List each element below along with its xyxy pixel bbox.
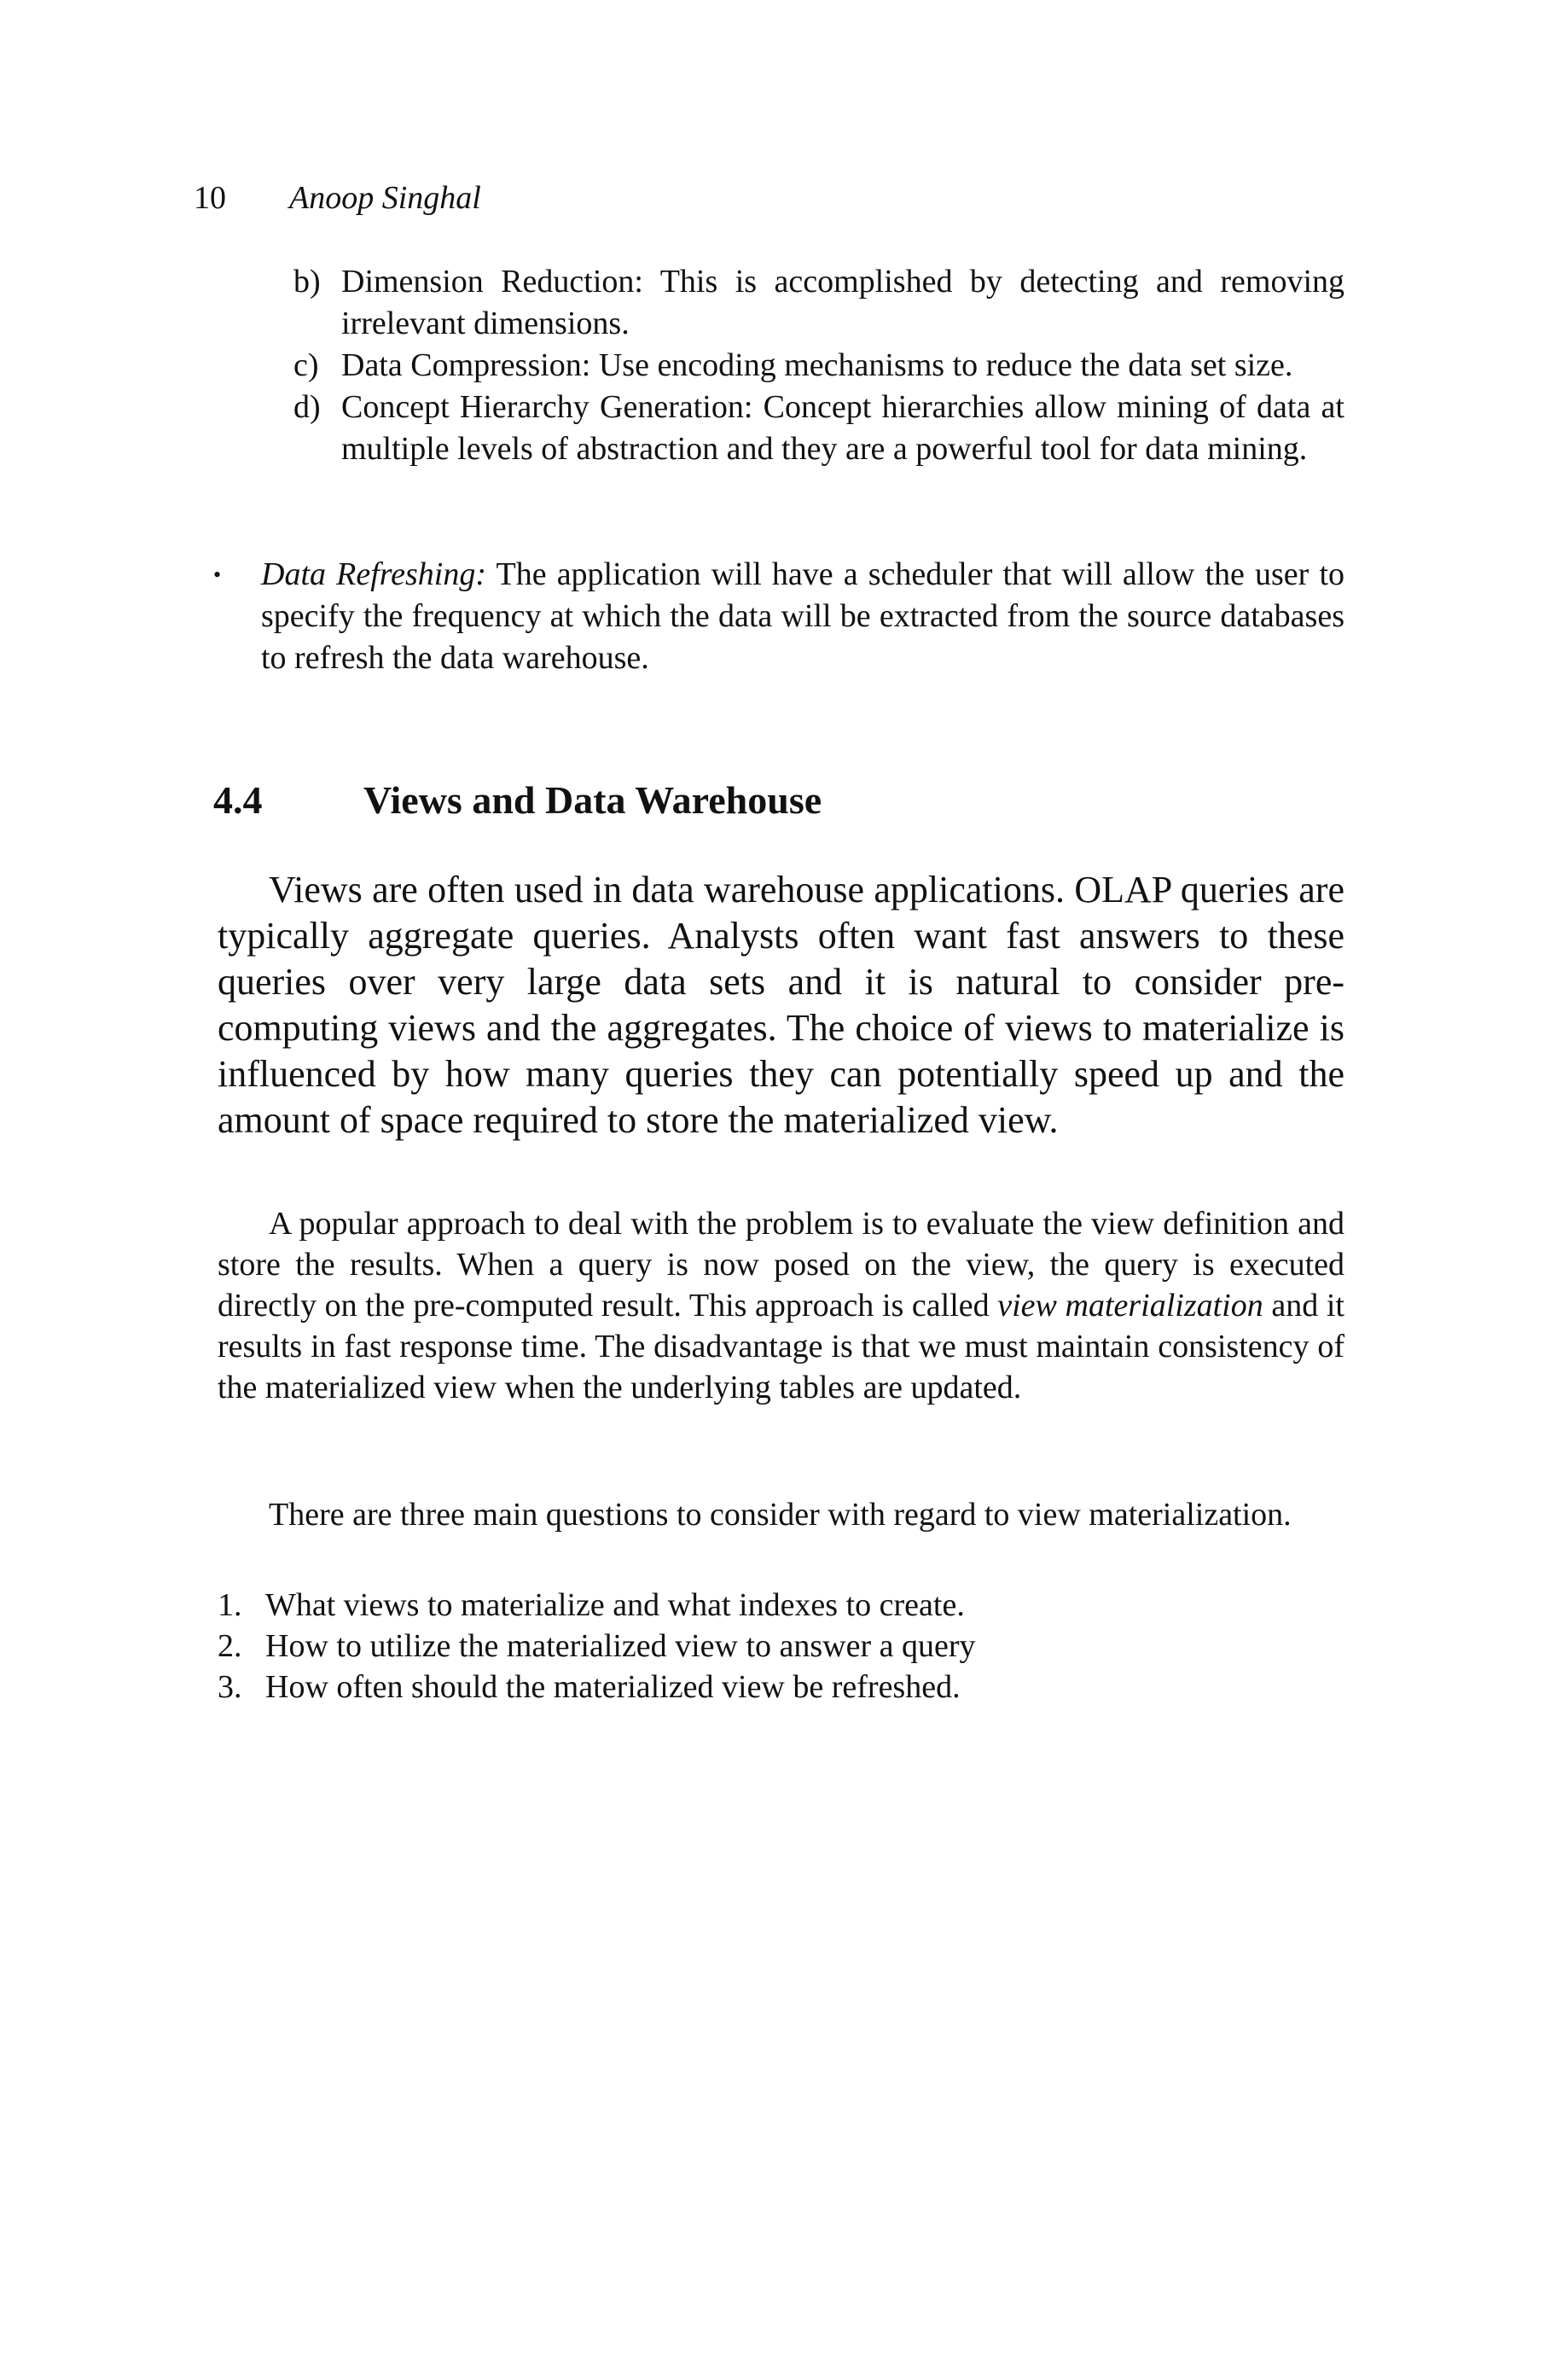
sub-item-list [293,261,1344,470]
list-item-text: Concept Hierarchy Generation: Concept hierarchies allow mining of data at multiple levels of abstraction and they are a powerful tool for data mining. [341,389,1344,467]
list-item [293,261,1344,345]
list-item-marker: b) [293,264,321,300]
section-number: 4.4 [213,778,263,822]
running-header [194,177,481,218]
running-header-author: Anoop Singhal [289,180,481,216]
page-number: 10 [194,180,226,216]
section-title: Views and Data Warehouse [363,778,822,822]
list-item-marker: c) [293,347,319,383]
paragraph-view-materialization [218,1203,1344,1408]
bullet-body: The application will have a scheduler that will allow the user to specify the frequency at which the data will be extracted from the source databases to refresh the data warehouse. [261,556,1345,676]
list-item-marker: 3. [218,1669,242,1705]
list-item-text: Data Compression: Use encoding mechanisms to reduce the data set size. [341,347,1293,383]
paragraph-views-intro: Views are often used in data warehouse applications. OLAP queries are typically aggregate queries. Analysts often want fast answers to these queries over very large data sets and it is natural to consider pre-computing views and the aggregates. The choice of views to materialize is influenced by how many queries they can potentially speed up and the amount of space required to store the materialized view. [218,869,1344,1141]
list-item-text: What views to materialize and what indexes to create. [265,1587,965,1623]
bullet-icon: • [213,562,222,587]
list-item-marker: d) [293,389,321,425]
list-item [293,387,1344,470]
paragraph-questions-intro: There are three main questions to consider with regard to view materialization. [269,1497,1292,1533]
list-item-marker: 2. [218,1628,242,1664]
bullet-label: Data Refreshing: [261,556,487,592]
list-item-text: How to utilize the materialized view to answer a query [265,1628,976,1664]
list-item-text: Dimension Reduction: This is accomplished by detecting and removing irrelevant dimensions. [341,264,1344,341]
list-item-marker: 1. [218,1587,242,1623]
list-item [218,1667,1344,1708]
list-item [293,345,1344,387]
list-item [218,1585,1344,1626]
paragraph-emphasis: view materialization [997,1288,1263,1324]
bullet-item-data-refreshing [213,554,1344,679]
paragraph-text: and it results in fast response time. The disadvantage is that we must maintain consistency of the materialized view when the underlying tables are updated. [218,1288,1344,1405]
list-item [218,1626,1344,1667]
section-heading [213,775,822,826]
bullet-text [261,554,1344,679]
list-item-text: How often should the materialized view be refreshed. [265,1669,961,1705]
paragraph-text: A popular approach to deal with the problem is to evaluate the view definition and store the results. When a query is now posed on the view, the query is executed directly on the pre-computed result. This approach is called [218,1206,1344,1324]
numbered-question-list [218,1585,1344,1708]
